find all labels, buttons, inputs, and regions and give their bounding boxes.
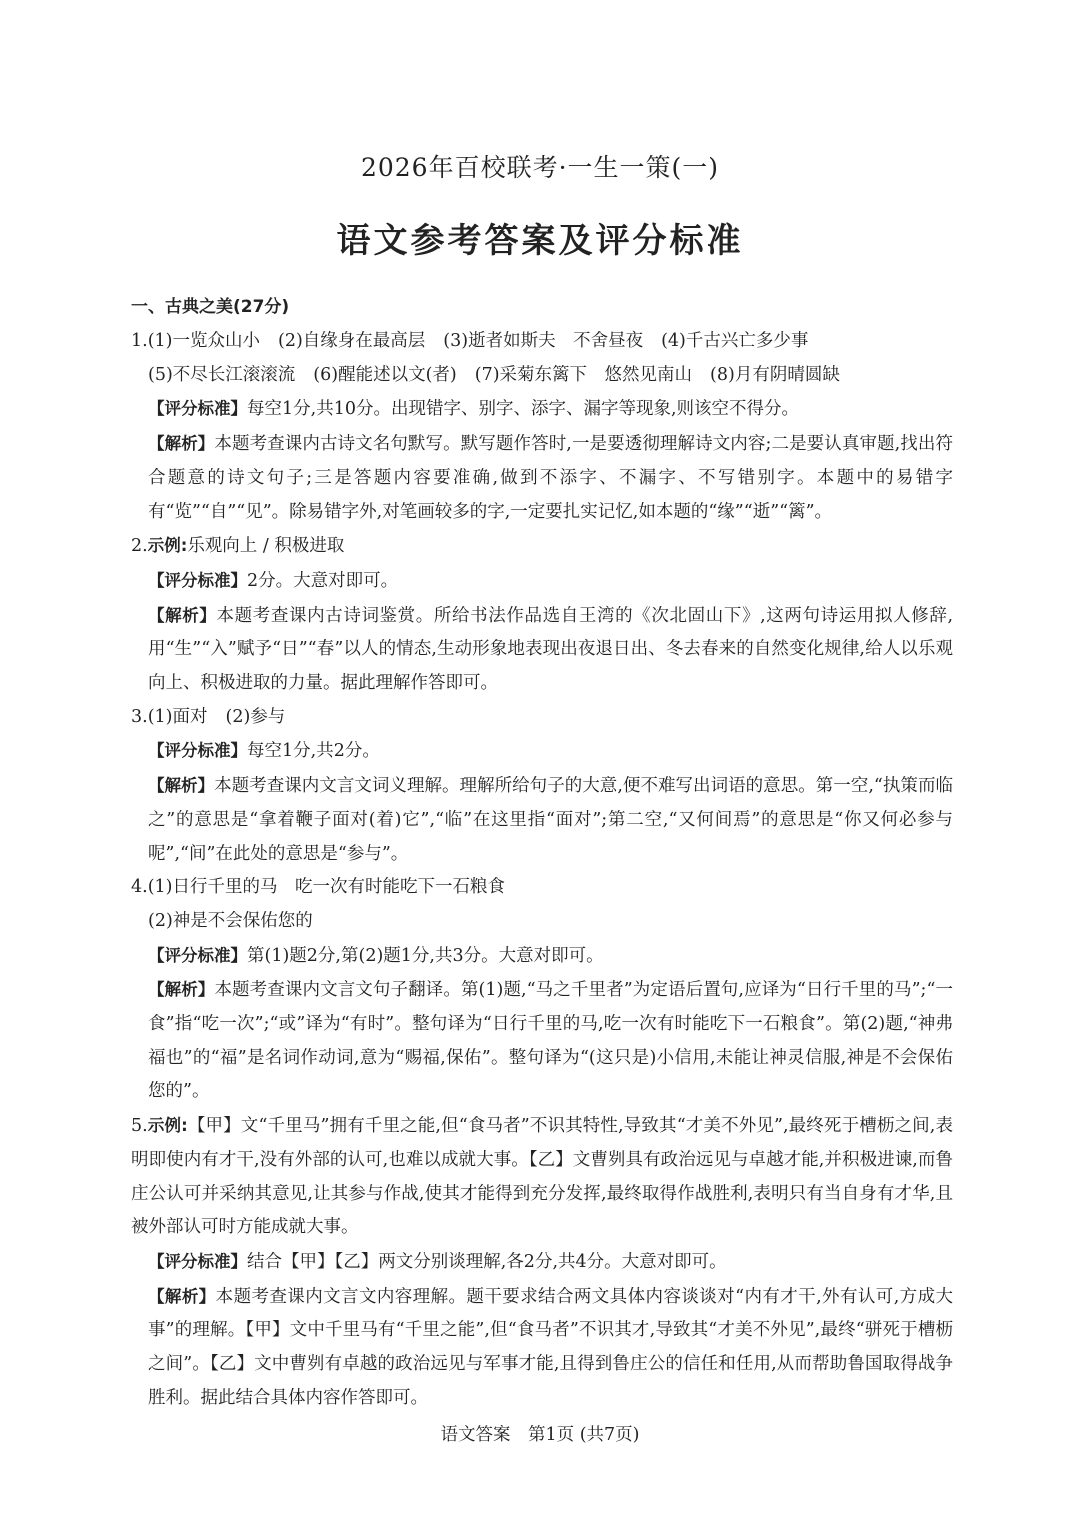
question-number: 1. <box>131 331 148 351</box>
answer-blank: (7)采菊东篱下 悠然见南山 <box>474 364 693 385</box>
page-title: 语文参考答案及评分标准 <box>336 221 744 261</box>
standard-text: 2分。大意对即可。 <box>247 570 399 591</box>
answer-text: 【甲】文“千里马”拥有千里之能,但“食马者”不识其特性,导致其“才美不外见”,最终死于槽枥之间,表明即使内有才干,没有外部的认可,也难以成就大事。【乙】文曹刿具有政治远见与卓越才能,并积极进谏,而鲁庄公认可并采纳其意见,让其参与作战,使其才能得到充分发挥,最终取得作战胜利,表明只有当自身有才华,且被外部认可时方能成就大事。 <box>131 1116 953 1238</box>
answer-blank: (1)面对 <box>147 706 208 727</box>
question-number: 4. <box>131 877 148 898</box>
answer-blank: (5)不尽长江滚滚流 <box>148 364 296 385</box>
answer-content <box>131 291 953 1416</box>
analysis-text: 本题考查课内文言文词义理解。理解所给句子的大意,便不难写出词语的意思。第一空,“执策而临之”的意思是“拿着鞭子面对(着)它”,“临”在这里指“面对”;第二空,“又何间焉”的意思是“你又何必参与呢”,“间”在此处的意思是“参与”。 <box>148 776 953 864</box>
analysis-text: 本题考查课内文言文内容理解。题干要求结合两文具体内容谈谈对“内有才干,外有认可,方成大事”的理解。【甲】文中千里马有“千里之能”,但“食马者”不识其才,导致其“才美不外见”,最终“骈死于槽枥之间”。【乙】文中曹刿有卓越的政治远见与军事才能,且得到鲁庄公的信任和任用,从而帮助鲁国取得战争胜利。据此结合具体内容作答即可。 <box>148 1286 954 1408</box>
answer-blank: (4)千古兴亡多少事 <box>661 331 809 351</box>
standard-text: 第(1)题2分,第(2)题1分,共3分。大意对即可。 <box>247 945 604 966</box>
question-4-answer-1 <box>131 871 953 905</box>
question-4-analysis <box>131 973 953 1109</box>
question-3-answers <box>131 701 953 735</box>
standard-label: 【评分标准】 <box>148 570 247 590</box>
standard-text: 结合【甲】【乙】两文分别谈理解,各2分,共4分。大意对即可。 <box>247 1251 727 1272</box>
analysis-label: 【解析】 <box>148 980 215 1000</box>
standard-text: 每空1分,共2分。 <box>247 741 380 762</box>
question-5-standard <box>131 1245 953 1280</box>
answer-blank: (8)月有阴晴圆缺 <box>710 364 840 385</box>
question-2-standard <box>131 564 953 599</box>
analysis-text: 本题考查课内文言文句子翻译。第(1)题,“马之千里者”为定语后置句,应译为“日行千里的马”;“一食”指“吃一次”;“或”译为“有时”。整句译为“日行千里的马,吃一次有时能吃下一石粮食”。第(2)题,“神弗福也”的“福”是名词作动词,意为“赐福,保佑”。整句译为“(这只是)小信用,未能让神灵信服,神是不会保佑您的”。 <box>148 980 954 1102</box>
answer-text: (1)日行千里的马 吃一次有时能吃下一石粮食 <box>147 877 505 898</box>
section-heading: 一、古典之美(27分) <box>131 297 290 317</box>
question-2-analysis <box>131 599 953 701</box>
answer-blank: (6)醒能述以文(者) <box>313 364 457 385</box>
answer-blank: (2)自缘身在最高层 <box>278 331 426 351</box>
analysis-label: 【解析】 <box>148 776 215 796</box>
answer-blank: (2)参与 <box>225 706 286 727</box>
standard-label: 【评分标准】 <box>148 741 247 761</box>
standard-label: 【评分标准】 <box>148 399 247 419</box>
question-1-answers-line1 <box>131 325 953 359</box>
analysis-text: 本题考查课内古诗文名句默写。默写题作答时,一是要透彻理解诗文内容;二是要认真审题,找出符合题意的诗文句子;三是答题内容要准确,做到不添字、不漏字、不写错别字。本题中的易错字有“览”“自”“见”。除易错字外,对笔画较多的字,一定要扎实记忆,如本题的“缘”“逝”“篱”。 <box>148 434 953 522</box>
standard-text: 每空1分,共10分。出现错字、别字、添字、漏字等现象,则该空不得分。 <box>247 399 800 420</box>
question-3-standard <box>131 734 953 769</box>
question-5-analysis <box>131 1280 953 1416</box>
question-3-analysis <box>131 769 953 871</box>
analysis-label: 【解析】 <box>148 605 217 625</box>
answer-text: (2)神是不会保佑您的 <box>148 910 313 931</box>
question-number: 5. <box>131 1116 148 1137</box>
question-1-standard <box>131 392 953 427</box>
answer-blank: (3)逝者如斯夫 不舍昼夜 <box>443 331 644 351</box>
question-4-standard <box>131 939 953 974</box>
standard-label: 【评分标准】 <box>148 945 247 965</box>
answer-blank: (1)一览众山小 <box>147 331 260 351</box>
page-footer: 语文答案 第1页 (共7页) <box>440 1425 640 1445</box>
analysis-label: 【解析】 <box>148 1286 216 1306</box>
analysis-text: 本题考查课内古诗词鉴赏。所给书法作品选自王湾的《次北固山下》,这两句诗运用拟人修辞,用“生”“入”赋予“日”“春”以人的情态,生动形象地表现出夜退日出、冬去春来的自然变化规律,给人以乐观向上、积极进取的力量。据此理解作答即可。 <box>148 605 954 694</box>
question-5-answer <box>131 1109 953 1245</box>
question-1-answers-line2 <box>131 359 953 393</box>
standard-label: 【评分标准】 <box>148 1251 247 1271</box>
example-label: 示例: <box>147 1116 188 1136</box>
analysis-label: 【解析】 <box>148 434 215 454</box>
question-number: 3. <box>131 706 148 727</box>
exam-subtitle: 2026年百校联考·一生一策(一) <box>360 153 720 182</box>
question-2-answer <box>131 529 953 564</box>
answer-text: 乐观向上 / 积极进取 <box>187 536 345 557</box>
question-number: 2. <box>131 536 148 557</box>
example-label: 示例: <box>147 536 188 556</box>
question-1-analysis <box>131 427 953 529</box>
question-4-answer-2 <box>131 905 953 939</box>
